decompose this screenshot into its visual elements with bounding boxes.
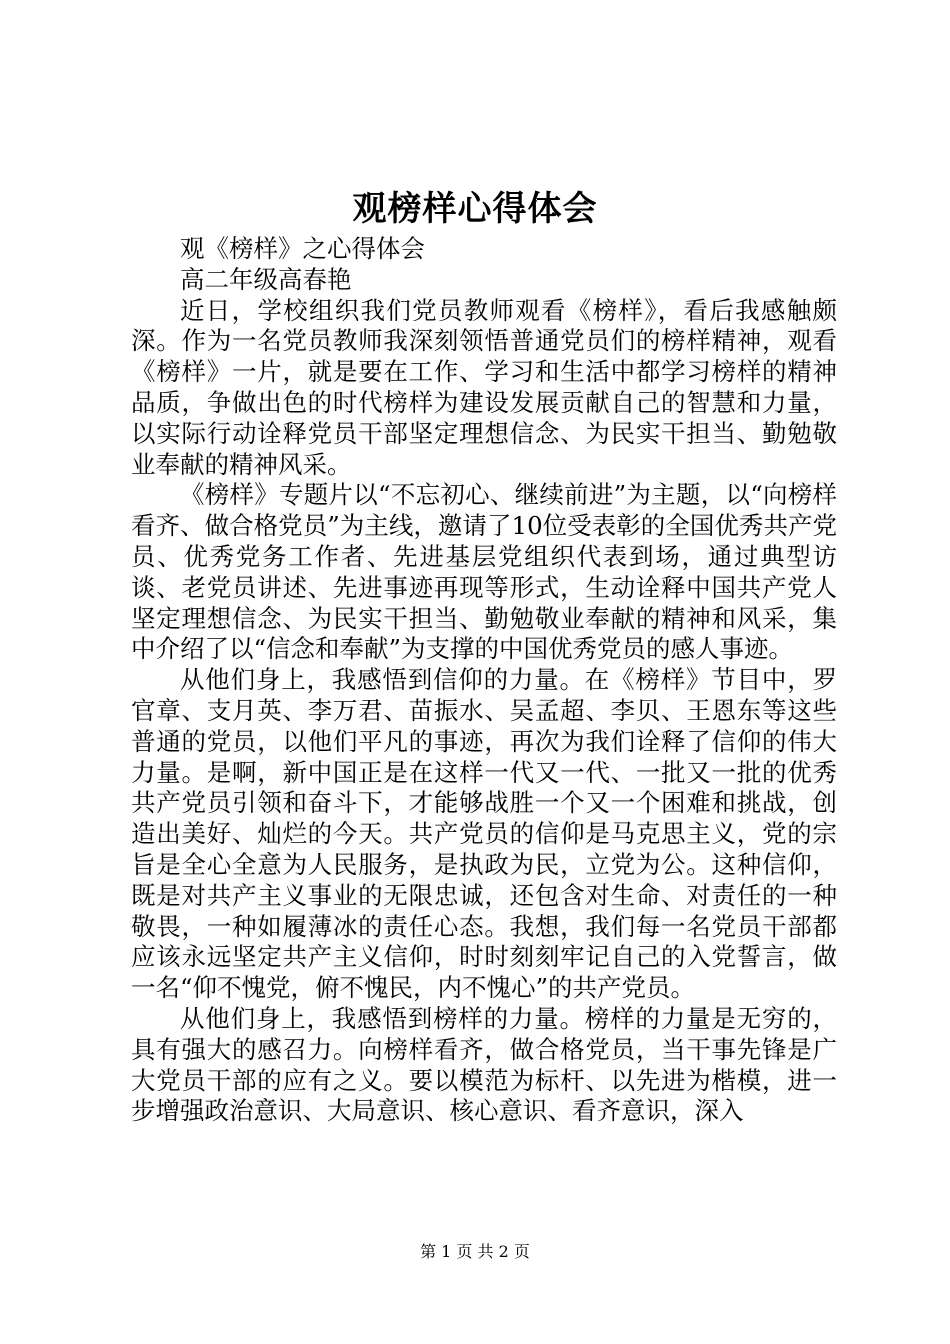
author-line: 高二年级高春艳	[180, 264, 352, 294]
body-paragraph: 从他们身上，我感悟到信仰的力量。在《榜样》节目中，罗官章、支月英、李万君、苗振水、吴孟超、李贝、王恩东等这些普通的党员，以他们平凡的事迹，再次为我们诠释了信仰的伟大力量。是啊，新中国正是在这样一代又一代、一批又一批的优秀共产党员引领和奋斗下，才能够战胜一个又一个困难和挑战，创造出美好、灿烂的今天。共产党员的信仰是马克思主义，党的宗旨是全心全意为人民服务，是执政为民，立党为公。这种信仰，既是对共产主义事业的无限忠诚，还包含对生命、对责任的一种敬畏，一种如履薄冰的责任心态。我想，我们每一名党员干部都应该永远坚定共产主义信仰，时时刻刻牢记自己的入党誓言，做一名“仰不愧党，俯不愧民，内不愧心”的共产党员。	[131, 665, 837, 1003]
page-number-footer: 第 1 页 共 2 页	[420, 1242, 530, 1261]
body-paragraph: 近日，学校组织我们党员教师观看《榜样》，看后我感触颇深。作为一名党员教师我深刻领悟普通党员们的榜样精神，观看《榜样》一片，就是要在工作、学习和生活中都学习榜样的精神品质，争做出色的时代榜样为建设发展贡献自己的智慧和力量，以实际行动诠释党员干部坚定理想信念、为民实干担当、勤勉敬业奉献的精神风采。	[131, 295, 837, 479]
document-body	[131, 234, 837, 1127]
subtitle-line: 观《榜样》之心得体会	[180, 234, 425, 263]
document-title: 观榜样心得体会	[352, 189, 598, 229]
body-paragraph: 《榜样》专题片以“不忘初心、继续前进”为主题，以“向榜样看齐、做合格党员”为主线，邀请了10位受表彰的全国优秀共产党员、优秀党务工作者、先进基层党组织代表到场，通过典型访谈、老党员讲述、先进事迹再现等形式，生动诠释中国共产党人坚定理想信念、为民实干担当、勤勉敬业奉献的精神和风采，集中介绍了以“信念和奉献”为支撑的中国优秀党员的感人事迹。	[131, 480, 837, 664]
body-paragraph: 从他们身上，我感悟到榜样的力量。榜样的力量是无穷的，具有强大的感召力。向榜样看齐，做合格党员，当干事先锋是广大党员干部的应有之义。要以模范为标杆、以先进为楷模，进一步增强政治意识、大局意识、核心意识、看齐意识，深入	[131, 1003, 837, 1126]
